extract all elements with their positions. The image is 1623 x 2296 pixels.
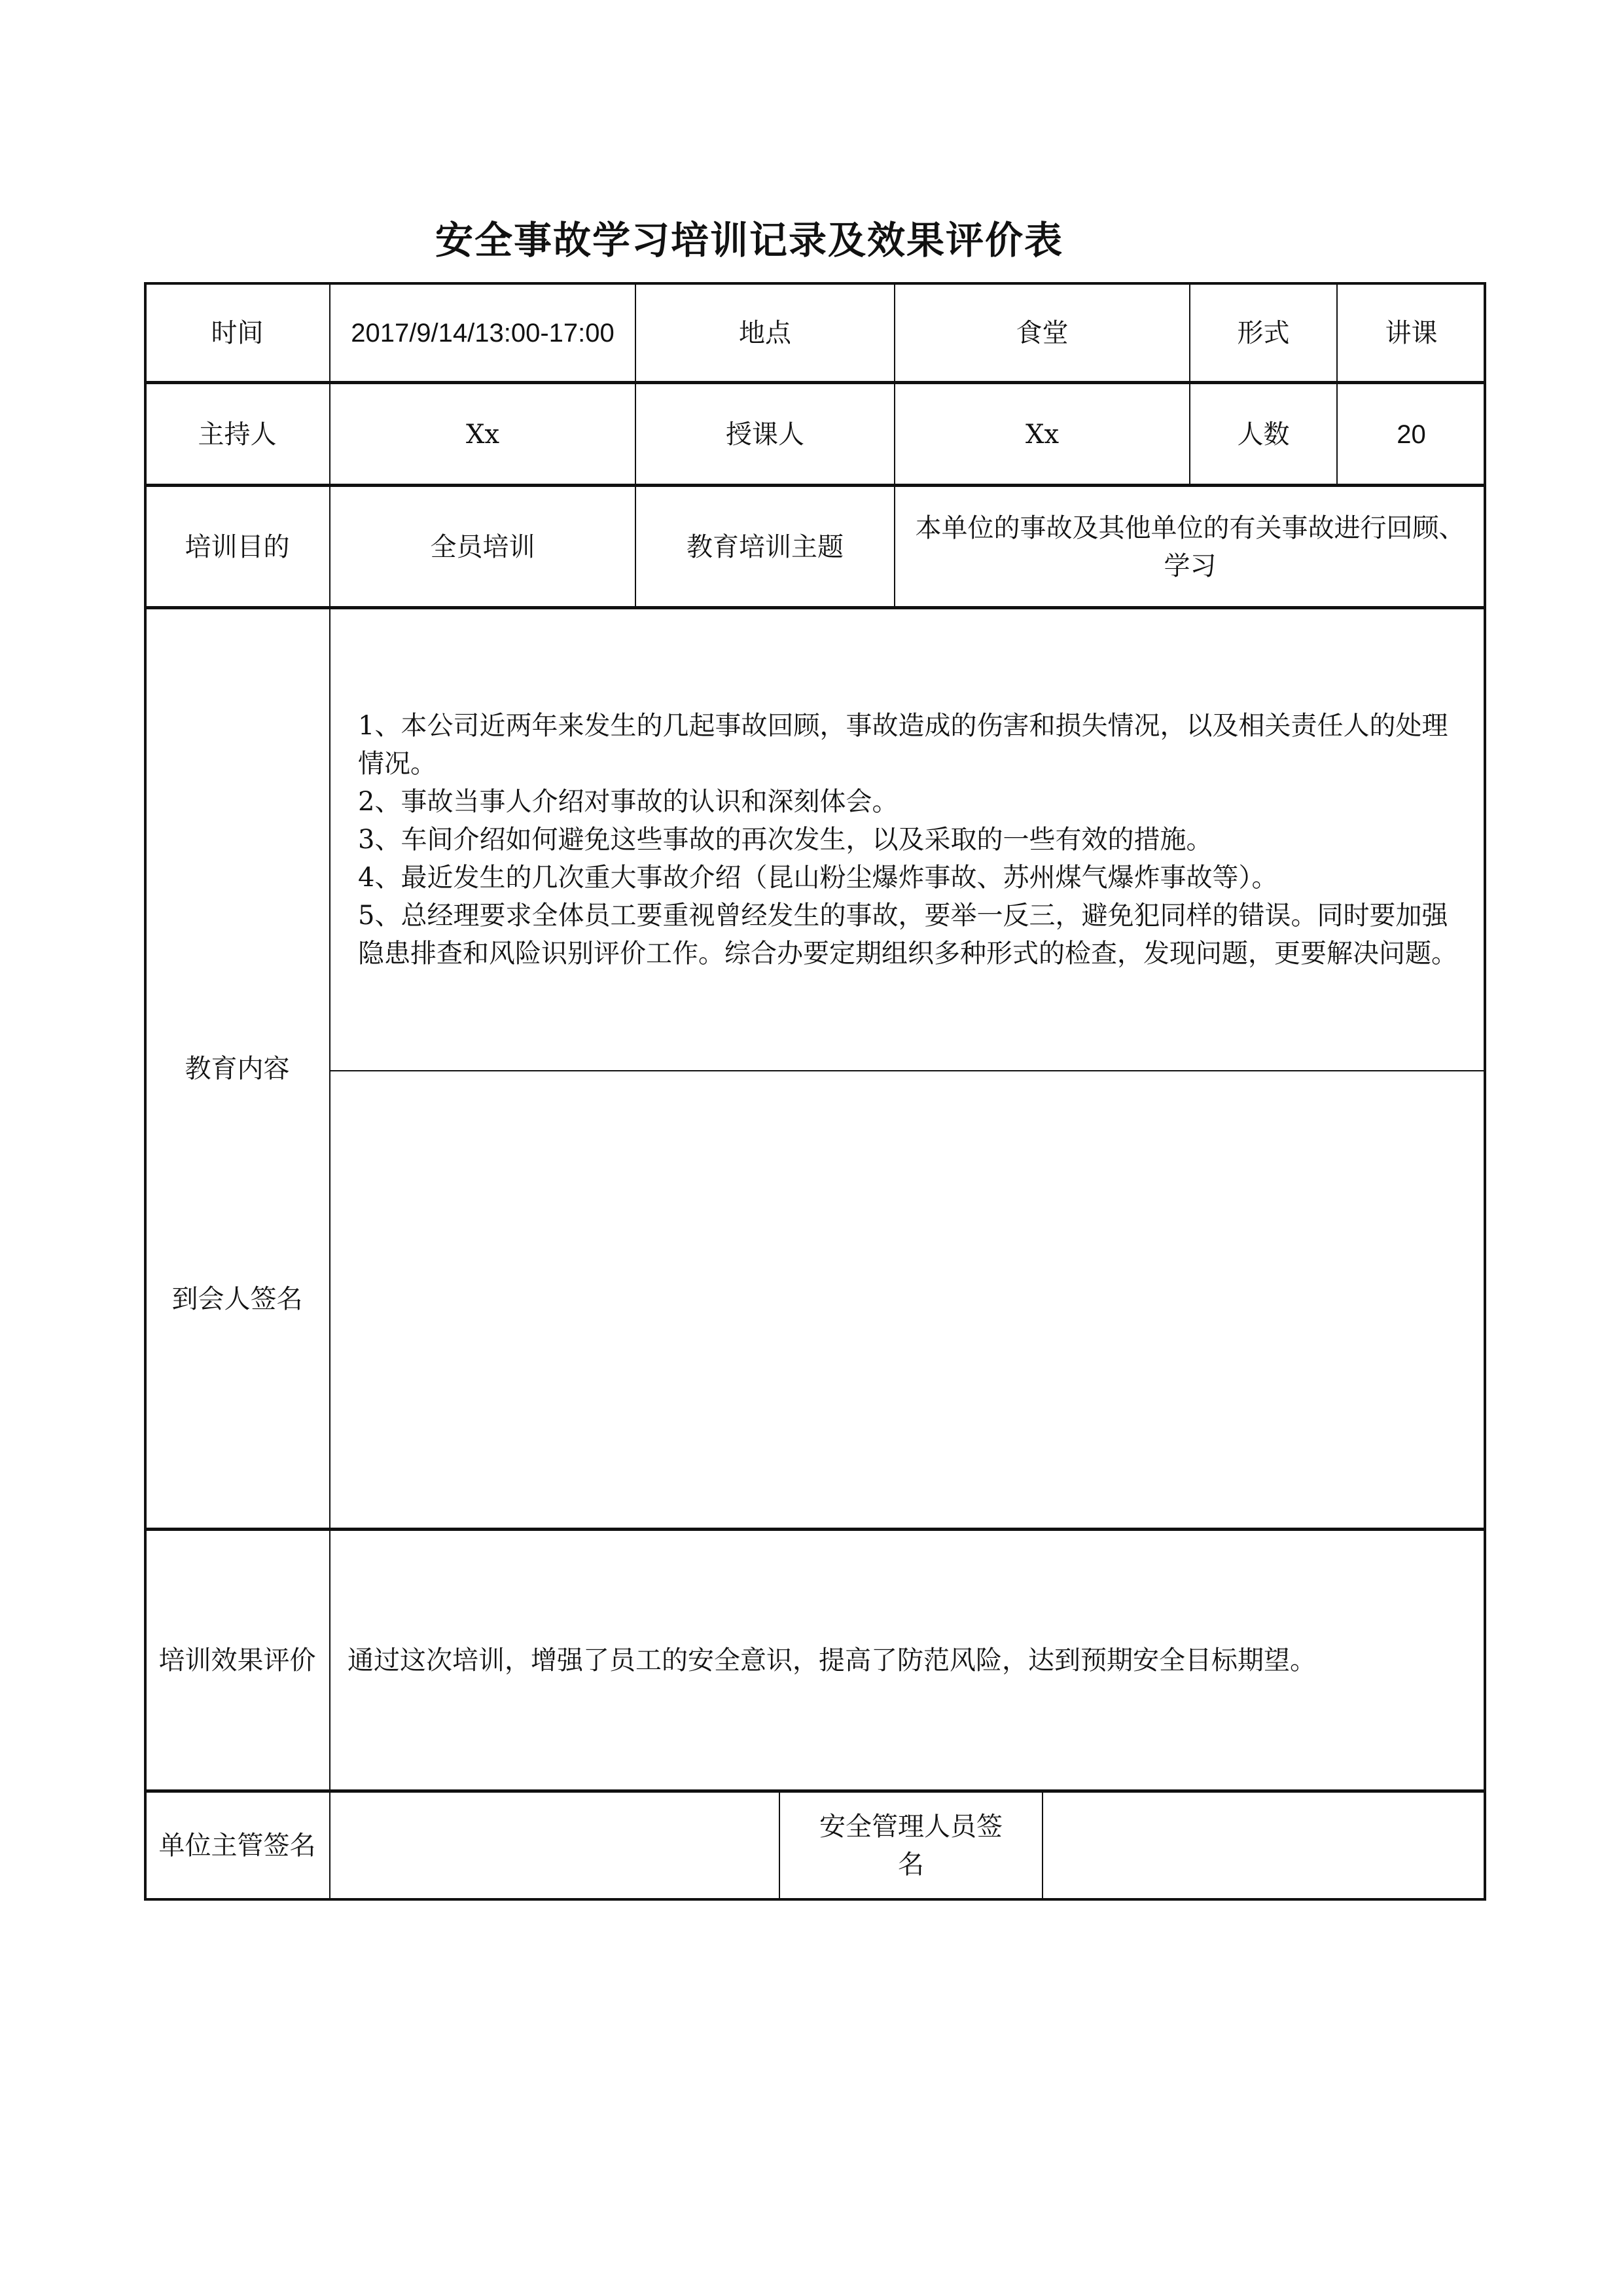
safety-manager-signature[interactable] bbox=[1042, 1791, 1486, 1901]
content-box[interactable] bbox=[329, 607, 1486, 1071]
count-value[interactable]: 20 bbox=[1336, 382, 1486, 486]
time-value[interactable]: 2017/9/14/13:00-17:00 bbox=[329, 282, 636, 384]
purpose-value[interactable]: 全员培训 bbox=[329, 485, 636, 609]
place-value[interactable]: 食堂 bbox=[894, 282, 1190, 384]
evaluation-label: 培训效果评价 bbox=[144, 1529, 330, 1792]
row-divider bbox=[144, 381, 1486, 384]
attendance-signature-area[interactable] bbox=[329, 1070, 1486, 1530]
form-label: 形式 bbox=[1189, 282, 1338, 384]
content-item-2: 2、事故当事人介绍对事故的认识和深刻体会。 bbox=[358, 786, 899, 817]
host-value[interactable]: Xx bbox=[329, 382, 636, 486]
lecturer-value[interactable]: Xx bbox=[894, 382, 1190, 486]
content-label: 教育内容 bbox=[144, 607, 330, 1530]
place-label: 地点 bbox=[635, 282, 895, 384]
theme-value[interactable]: 本单位的事故及其他单位的有关事故进行回顾、学习 bbox=[894, 485, 1486, 609]
evaluation-value[interactable]: 通过这次培训，增强了员工的安全意识，提高了防范风险，达到预期安全目标期望。 bbox=[329, 1529, 1486, 1792]
row-divider bbox=[144, 484, 1486, 487]
form-title: 安全事故学习培训记录及效果评价表 bbox=[435, 218, 1063, 262]
content-list bbox=[344, 707, 1472, 973]
count-label: 人数 bbox=[1189, 382, 1338, 486]
content-item-3: 3、车间介绍如何避免这些事故的再次发生，以及采取的一些有效的措施。 bbox=[358, 824, 1213, 855]
content-item-1: 1、本公司近两年来发生的几起事故回顾，事故造成的伤害和损失情况，以及相关责任人的处理情况。 bbox=[358, 710, 1448, 779]
unit-supervisor-label: 单位主管签名 bbox=[144, 1791, 330, 1901]
row-divider bbox=[144, 1528, 1486, 1531]
row-divider bbox=[144, 606, 1486, 609]
lecturer-label: 授课人 bbox=[635, 382, 895, 486]
host-label: 主持人 bbox=[144, 382, 330, 486]
purpose-label: 培训目的 bbox=[144, 485, 330, 609]
unit-supervisor-signature[interactable] bbox=[329, 1791, 780, 1901]
attendance-label: 到会人签名 bbox=[144, 1070, 330, 1530]
time-label: 时间 bbox=[144, 282, 330, 384]
content-item-5: 5、总经理要求全体员工要重视曾经发生的事故，要举一反三，避免犯同样的错误。同时要加强隐患排查和风险识别评价工作。综合办要定期组织多种形式的检查，发现问题，更要解决问题。 bbox=[358, 900, 1457, 969]
row-divider bbox=[144, 1789, 1486, 1793]
content-item-4: 4、最近发生的几次重大事故介绍（昆山粉尘爆炸事故、苏州煤气爆炸事故等）。 bbox=[358, 862, 1278, 893]
safety-manager-label: 安全管理人员签名 bbox=[779, 1791, 1043, 1901]
form-value[interactable]: 讲课 bbox=[1336, 282, 1486, 384]
theme-label: 教育培训主题 bbox=[635, 485, 895, 609]
